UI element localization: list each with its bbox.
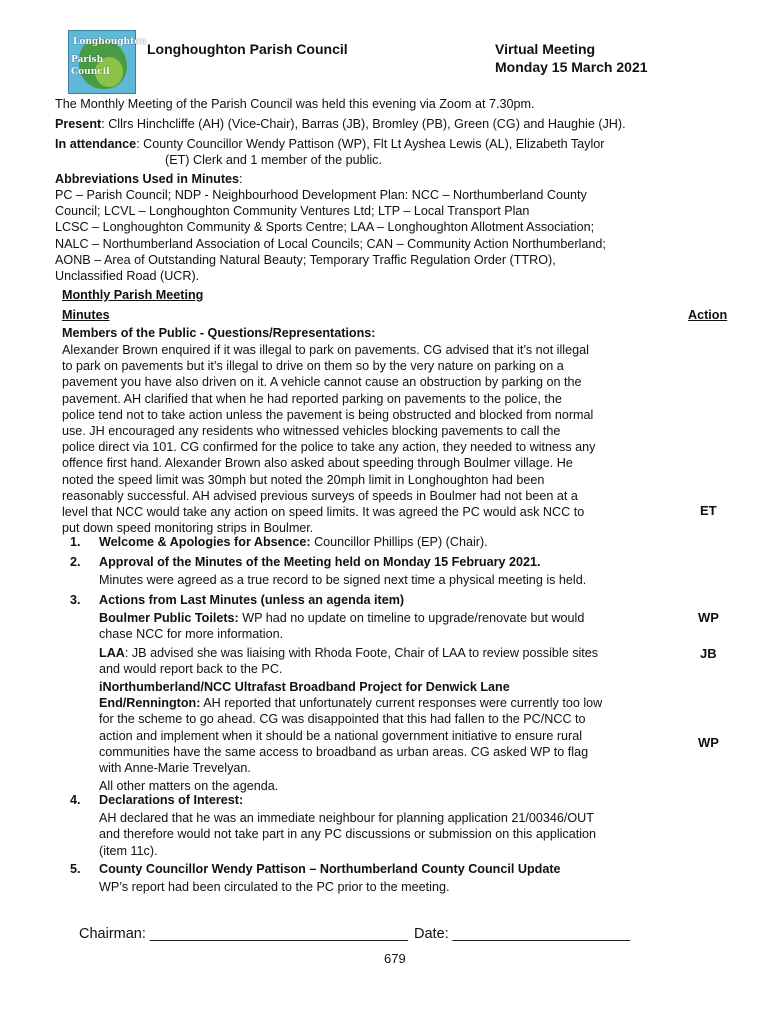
toilets-action: WP bbox=[698, 610, 719, 625]
logo-text-line3: Council bbox=[71, 67, 110, 77]
other-matters: All other matters on the agenda. bbox=[99, 779, 279, 794]
intro-text: The Monthly Meeting of the Parish Council was held this evening via Zoom at 7.30pm. bbox=[55, 97, 535, 111]
abbreviation-line: AONB – Area of Outstanding Natural Beauty; Temporary Traffic Regulation Order (TTRO), bbox=[55, 252, 556, 267]
item-text: AH declared that he was an immediate neighbour for planning application 21/00346/OUT bbox=[99, 811, 594, 826]
present-label: Present bbox=[55, 117, 102, 131]
broadband-action: WP bbox=[698, 735, 719, 750]
abbreviation-line: LCSC – Longhoughton Community & Sports Centre; LAA – Longhoughton Allotment Association; bbox=[55, 220, 595, 235]
laa-text: : JB advised she was liaising with Rhoda Foote, Chair of LAA to review possible sites bbox=[124, 645, 599, 660]
laa-action: JB bbox=[700, 646, 717, 661]
broadband-line1 bbox=[99, 695, 671, 711]
broadband-heading: iNorthumberland/NCC Ultrafast Broadband Project for Denwick Lane bbox=[99, 680, 510, 695]
item-number: 4. bbox=[70, 793, 81, 807]
abbreviations-list bbox=[55, 187, 606, 284]
attendance-label: In attendance bbox=[55, 137, 137, 151]
laa-heading: LAA bbox=[99, 645, 125, 660]
item-heading: Welcome & Apologies for Absence: bbox=[99, 535, 311, 549]
attendance-text-2: (ET) Clerk and 1 member of the public. bbox=[165, 153, 382, 167]
abbreviations-label: Abbreviations Used in Minutes bbox=[55, 172, 240, 186]
public-line: reasonably successful. AH advised previous surveys of speeds in Boulmer had not been at a bbox=[62, 488, 578, 503]
chairman-signature-line: Chairman: ________________________________ bbox=[79, 926, 408, 942]
item-3 bbox=[99, 592, 671, 794]
toilets-heading: Boulmer Public Toilets: bbox=[99, 611, 239, 626]
item-number: 1. bbox=[70, 535, 81, 549]
section-title: Monthly Parish Meeting bbox=[62, 288, 204, 302]
page-number: 679 bbox=[384, 951, 406, 966]
date-signature-line: Date: ______________________ bbox=[414, 926, 631, 942]
logo-text-line1: Longhoughton bbox=[73, 37, 147, 47]
item-1 bbox=[99, 534, 671, 550]
public-action: ET bbox=[700, 503, 717, 518]
public-line: pavement you have also driven on it. A vehicle cannot cause an obstruction by parking on the bbox=[62, 375, 582, 390]
item-2 bbox=[99, 554, 671, 588]
action-column-label: Action bbox=[688, 308, 728, 322]
item-heading: County Councillor Wendy Pattison – Northumberland County Council Update bbox=[99, 862, 561, 876]
abbreviation-line: NALC – Northumberland Association of Local Councils; CAN – Community Action Northumberland; bbox=[55, 236, 606, 251]
public-line: police direct via 101. CG confirmed for the police to take any action, they needed to witness any bbox=[62, 440, 596, 455]
abbreviations-colon: : bbox=[239, 172, 243, 186]
meeting-type: Virtual Meeting bbox=[495, 41, 596, 57]
public-line: use. JH encouraged any residents who witnessed vehicles blocking pavements to call the bbox=[62, 424, 561, 439]
public-line: level that NCC would take any action on speed limits. It was agreed the PC would ask NCC to bbox=[62, 505, 585, 520]
public-line: pavement. AH clarified that when he had reported parking on pavements to the police, the bbox=[62, 391, 562, 406]
toilets-line1 bbox=[99, 610, 671, 626]
minutes-label: Minutes bbox=[62, 308, 110, 322]
public-line: put down speed monitoring strips in Boulmer. bbox=[62, 521, 314, 536]
item-text: WP’s report had been circulated to the PC prior to the meeting. bbox=[99, 880, 450, 895]
laa-line1 bbox=[99, 645, 671, 661]
item-text: Minutes were agreed as a true record to be signed next time a physical meeting is held. bbox=[99, 573, 587, 588]
item-4 bbox=[99, 792, 671, 859]
item-number: 3. bbox=[70, 593, 81, 607]
item-number: 5. bbox=[70, 862, 81, 876]
public-line: to park on pavements but it’s illegal to drive on them so by the very nature on parking on a bbox=[62, 359, 564, 374]
broadband-line: with Anne-Marie Trevelyan. bbox=[99, 761, 251, 776]
council-name: Longhoughton Parish Council bbox=[147, 41, 348, 57]
item-heading: Approval of the Minutes of the Meeting held on Monday 15 February 2021. bbox=[99, 555, 541, 569]
abbreviation-line: Unclassified Road (UCR). bbox=[55, 269, 200, 284]
attendance-text-1: : County Councillor Wendy Pattison (WP), Flt Lt Ayshea Lewis (AL), Elizabeth Taylor bbox=[136, 137, 605, 151]
broadband-heading-2: End/Rennington: bbox=[99, 696, 201, 711]
present-text: : Cllrs Hinchcliffe (AH) (Vice-Chair), Barras (JB), Bromley (PB), Green (CG) and Haughie (JH). bbox=[101, 117, 626, 131]
public-heading: Members of the Public - Questions/Representations: bbox=[62, 326, 376, 340]
item-number: 2. bbox=[70, 555, 81, 569]
item-text: and therefore would not take part in any PC discussions or submission on this application bbox=[99, 827, 597, 842]
public-body bbox=[62, 342, 595, 536]
public-line: Alexander Brown enquired if it was illegal to park on pavements. CG advised that it’s not illegal bbox=[62, 343, 589, 357]
abbreviation-line: Council; LCVL – Longhoughton Community Ventures Ltd; LTP – Local Transport Plan bbox=[55, 204, 530, 219]
item-heading: Declarations of Interest: bbox=[99, 793, 244, 807]
meeting-date: Monday 15 March 2021 bbox=[495, 59, 648, 75]
item-5 bbox=[99, 861, 671, 895]
broadband-text: AH reported that unfortunately current responses were currently too low bbox=[200, 696, 603, 711]
toilets-text: WP had no update on timeline to upgrade/renovate but would bbox=[238, 611, 585, 626]
item-text: Councillor Phillips (EP) (Chair). bbox=[310, 535, 488, 549]
attendance-line bbox=[55, 136, 604, 152]
item-heading: Actions from Last Minutes (unless an agenda item) bbox=[99, 593, 405, 607]
public-line: offence first hand. Alexander Brown also asked about speeding through Boulmer village. He bbox=[62, 456, 573, 471]
logo-text-line2: Parish bbox=[71, 55, 104, 65]
abbreviation-line: PC – Parish Council; NDP - Neighbourhood Development Plan: NCC – Northumberland County bbox=[55, 188, 587, 202]
broadband-line: for the scheme to go ahead. CG was disappointed that this had fallen to the PC/NCC to bbox=[99, 712, 586, 727]
broadband-line: action and implement when it should be a national government initiative to ensure rural bbox=[99, 728, 583, 743]
abbreviations-heading bbox=[55, 171, 243, 187]
public-line: police tend not to take action unless the pavement is being obstructed and blocked from normal bbox=[62, 407, 594, 422]
broadband-line: communities have the same access to broadband as urban areas. CG asked WP to flag bbox=[99, 744, 589, 759]
laa-line2: and would report back to the PC. bbox=[99, 661, 283, 676]
toilets-line2: chase NCC for more information. bbox=[99, 627, 284, 642]
item-text: (item 11c). bbox=[99, 843, 158, 858]
public-line: noted the speed limit was 30mph but noted the 20mph limit in Longhoughton had been bbox=[62, 472, 545, 487]
present-line bbox=[55, 116, 626, 132]
council-logo bbox=[68, 30, 147, 94]
